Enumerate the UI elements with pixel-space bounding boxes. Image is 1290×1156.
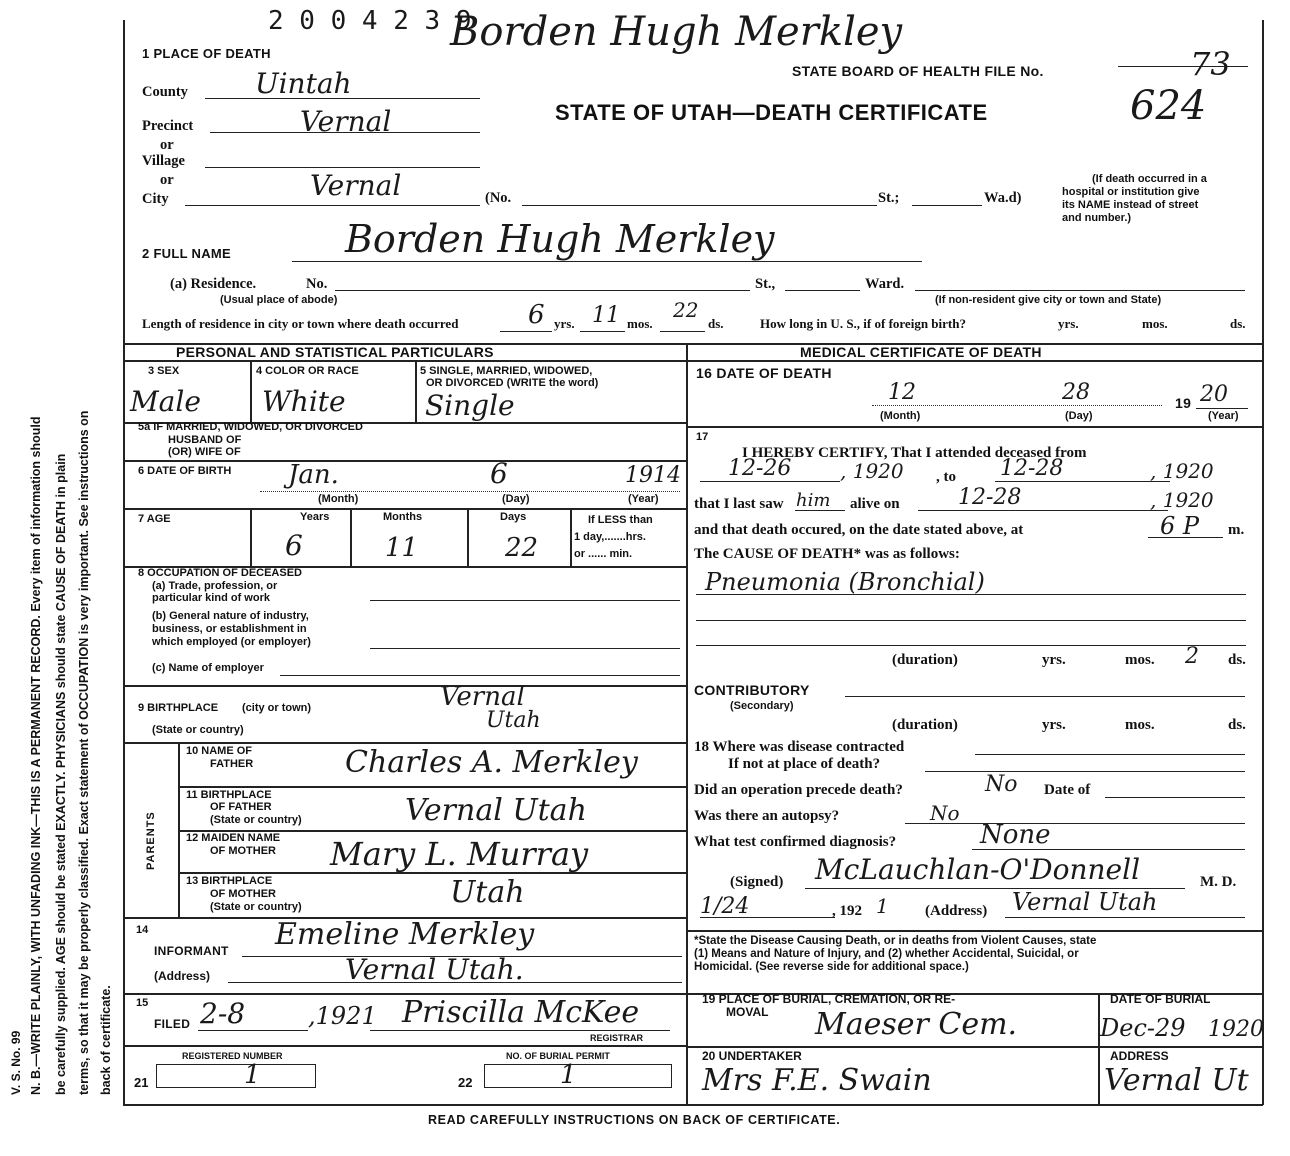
undertaker-label: 20 UNDERTAKER bbox=[702, 1049, 802, 1063]
operation-date-of: Date of bbox=[1044, 782, 1091, 798]
signed-address-label: (Address) bbox=[925, 903, 988, 919]
death-time: 6 P bbox=[1160, 512, 1200, 540]
autopsy-value: No bbox=[930, 801, 960, 825]
age-months-header: Months bbox=[383, 511, 423, 523]
board-file-label: STATE BOARD OF HEALTH FILE No. bbox=[792, 63, 1044, 79]
attended-from-year: , 1920 bbox=[840, 459, 904, 483]
mother-label-2: OF MOTHER bbox=[210, 845, 276, 857]
margin-line-3: terms, so that it may be properly classified. Exact statement of OCCUPATION is very important. See instructions on bbox=[77, 410, 91, 1095]
dod-year-caption: (Year) bbox=[1208, 410, 1239, 422]
dod-year: 20 bbox=[1200, 382, 1228, 407]
burial-place-label-1: 19 PLACE OF BURIAL, CREMATION, OR RE- bbox=[702, 992, 956, 1006]
single-value: Single bbox=[425, 389, 515, 422]
color-label: 4 COLOR OR RACE bbox=[256, 365, 359, 377]
attended-to-year: , 1920 bbox=[1150, 459, 1214, 483]
medical-heading: MEDICAL CERTIFICATE OF DEATH bbox=[800, 344, 1042, 360]
hospital-note-1: (If death occurred in a bbox=[1092, 173, 1207, 185]
personal-heading: PERSONAL AND STATISTICAL PARTICULARS bbox=[176, 344, 494, 360]
nonresident-note: (If non-resident give city or town and State) bbox=[935, 294, 1162, 306]
us-yrs: yrs. bbox=[1058, 316, 1079, 331]
us-label: How long in U. S., if of foreign birth? bbox=[760, 316, 966, 331]
informant-address-label: (Address) bbox=[154, 969, 211, 983]
last-saw-him: him bbox=[796, 490, 831, 511]
registrar-value: Priscilla McKee bbox=[402, 995, 640, 1030]
occupation-b-1: (b) General nature of industry, bbox=[152, 610, 309, 622]
birthplace-sub: (city or town) bbox=[242, 702, 312, 714]
single-label-2: OR DIVORCED (WRITE the word) bbox=[426, 377, 599, 389]
length-mos: mos. bbox=[627, 316, 653, 331]
length-ds: ds. bbox=[708, 316, 724, 331]
cause-duration-mos: mos. bbox=[1125, 652, 1155, 668]
item-17: 17 bbox=[696, 431, 709, 443]
married-label-1: 5a IF MARRIED, WIDOWED, OR DIVORCED bbox=[138, 421, 363, 433]
occupation-a-2: particular kind of work bbox=[152, 592, 270, 604]
dob-month: Jan. bbox=[288, 460, 339, 490]
contracted-label: 18 Where was disease contracted bbox=[694, 739, 905, 755]
age-years-value: 6 bbox=[285, 529, 303, 562]
full-name-value: Borden Hugh Merkley bbox=[345, 217, 775, 261]
registrar-label: REGISTRAR bbox=[590, 1033, 644, 1043]
death-time-m: m. bbox=[1228, 522, 1245, 538]
birthplace-value: Vernal bbox=[440, 682, 525, 712]
signed-year: 1 bbox=[876, 894, 889, 918]
informant-address-value: Vernal Utah. bbox=[345, 953, 524, 986]
birthplace-label: 9 BIRTHPLACE bbox=[138, 702, 219, 714]
cause-duration-yrs: yrs. bbox=[1042, 652, 1066, 668]
father-birth-label-3: (State or country) bbox=[210, 814, 302, 826]
board-file-no: 73 bbox=[1190, 45, 1231, 83]
attended-from-date: 12-26 bbox=[728, 456, 792, 481]
registered-no: 21 bbox=[134, 1075, 149, 1090]
burial-permit-value: 1 bbox=[560, 1060, 577, 1090]
or-2: or bbox=[160, 172, 174, 188]
color-value: White bbox=[262, 385, 346, 418]
father-label-2: FATHER bbox=[210, 758, 254, 770]
dod-month: 12 bbox=[888, 380, 916, 405]
residence-label: (a) Residence. bbox=[170, 276, 257, 292]
full-name-label: 2 FULL NAME bbox=[142, 246, 232, 261]
informant-no: 14 bbox=[136, 924, 149, 936]
age-days-value: 22 bbox=[505, 533, 539, 563]
test-value: None bbox=[980, 820, 1051, 850]
registered-value: 1 bbox=[244, 1060, 261, 1090]
age-less-1: If LESS than bbox=[588, 514, 653, 526]
father-birth-value: Vernal Utah bbox=[405, 793, 587, 828]
autopsy-label: Was there an autopsy? bbox=[694, 808, 840, 824]
sex-label: 3 SEX bbox=[148, 365, 180, 377]
signed-date: 1/24 bbox=[700, 894, 750, 919]
margin-line-4: back of certificate. bbox=[99, 985, 113, 1095]
contrib-duration-yrs: yrs. bbox=[1042, 717, 1066, 733]
file-stamp: 2 0 0 4 2 3 9 bbox=[268, 6, 472, 36]
cause-duration-ds-value: 2 bbox=[1185, 644, 1199, 669]
informant-label: INFORMANT bbox=[154, 944, 229, 958]
county-label: County bbox=[142, 84, 188, 100]
precinct-label: Precinct bbox=[142, 118, 194, 134]
footer-instructions: READ CAREFULLY INSTRUCTIONS ON BACK OF CERTIFICATE. bbox=[428, 1113, 841, 1127]
margin-line-1: N. B.—WRITE PLAINLY, WITH UNFADING INK—THIS IS A PERMANENT RECORD. Every item of information should bbox=[29, 416, 43, 1095]
undertaker-address-label: ADDRESS bbox=[1110, 1049, 1169, 1063]
residence-st-label: St., bbox=[755, 276, 776, 292]
burial-date-value: Dec-29 bbox=[1100, 1014, 1186, 1042]
age-less-3: or ...... min. bbox=[574, 548, 633, 560]
footnote-2: (1) Means and Nature of Injury, and (2) whether Accidental, Suicidal, or bbox=[694, 948, 1079, 960]
cause-value: Pneumonia (Bronchial) bbox=[705, 568, 985, 596]
cause-label: The CAUSE OF DEATH* was as follows: bbox=[694, 546, 960, 562]
signed-value: McLauchlan-O'Donnell bbox=[815, 853, 1141, 886]
dod-month-caption: (Month) bbox=[880, 410, 921, 422]
margin-vs-no: V. S. No. 99 bbox=[9, 1030, 23, 1095]
operation-label: Did an operation precede death? bbox=[694, 782, 903, 798]
age-months-value: 11 bbox=[385, 533, 419, 563]
birthplace-state-value: Utah bbox=[486, 708, 541, 733]
contributory-label: CONTRIBUTORY bbox=[694, 682, 810, 698]
cause-duration-ds: ds. bbox=[1228, 652, 1246, 668]
contracted-sub: If not at place of death? bbox=[728, 756, 881, 772]
death-occured-label: and that death occured, on the date stated above, at bbox=[694, 522, 1024, 538]
us-ds: ds. bbox=[1230, 316, 1246, 331]
filed-label: FILED bbox=[154, 1017, 191, 1031]
burial-date-label: DATE OF BURIAL bbox=[1110, 992, 1211, 1006]
length-label: Length of residence in city or town where death occurred bbox=[142, 316, 459, 331]
abode-note: (Usual place of abode) bbox=[220, 294, 338, 306]
filed-date: 2-8 bbox=[200, 997, 246, 1030]
contrib-duration-mos: mos. bbox=[1125, 717, 1155, 733]
residence-ward-label: Ward. bbox=[865, 276, 905, 292]
dod-day: 28 bbox=[1062, 380, 1090, 405]
occupation-b-3: which employed (or employer) bbox=[152, 636, 311, 648]
married-label-3: (OR) WIFE OF bbox=[168, 446, 241, 458]
married-label-2: HUSBAND OF bbox=[168, 434, 242, 446]
age-label: 7 AGE bbox=[138, 513, 171, 525]
father-birth-label-1: 11 BIRTHPLACE bbox=[186, 789, 272, 801]
contrib-duration: (duration) bbox=[892, 717, 958, 733]
burial-permit-label: NO. OF BURIAL PERMIT bbox=[506, 1051, 610, 1061]
occupation-label: 8 OCCUPATION OF DECEASED bbox=[138, 567, 302, 579]
sex-value: Male bbox=[130, 385, 201, 418]
registered-number-label: REGISTERED NUMBER bbox=[182, 1051, 283, 1061]
test-label: What test confirmed diagnosis? bbox=[694, 834, 897, 850]
mother-birth-value: Utah bbox=[450, 875, 525, 910]
hospital-note-3: its NAME instead of street bbox=[1062, 199, 1199, 211]
or-1: or bbox=[160, 137, 174, 153]
filed-no: 15 bbox=[136, 997, 149, 1009]
us-mos: mos. bbox=[1142, 316, 1168, 331]
footnote-1: *State the Disease Causing Death, or in deaths from Violent Causes, state bbox=[694, 935, 1097, 947]
birthplace-state-label: (State or country) bbox=[152, 724, 244, 736]
precinct-value: Vernal bbox=[300, 105, 392, 138]
alive-year: , 1920 bbox=[1150, 488, 1214, 512]
county-value: Uintah bbox=[255, 67, 352, 100]
age-years-header: Years bbox=[300, 511, 330, 523]
operation-value: No bbox=[985, 772, 1018, 797]
father-birth-label-2: OF FATHER bbox=[210, 801, 272, 813]
dob-month-caption: (Month) bbox=[318, 493, 359, 505]
length-yrs: yrs. bbox=[554, 316, 575, 331]
age-days-header: Days bbox=[500, 511, 527, 523]
place-heading: 1 PLACE OF DEATH bbox=[142, 46, 271, 61]
burial-permit-no: 22 bbox=[458, 1075, 473, 1090]
city-st-label: St.; bbox=[878, 190, 900, 206]
mother-label-1: 12 MAIDEN NAME bbox=[186, 832, 281, 844]
city-ward-label: Wa.d) bbox=[984, 190, 1022, 206]
margin-line-2: be carefully supplied. AGE should be stated EXACTLY. PHYSICIANS should state CAUSE OF DEATH in plain bbox=[54, 453, 68, 1095]
alive-on-label: alive on bbox=[850, 496, 900, 512]
signed-address-value: Vernal Utah bbox=[1012, 888, 1158, 916]
dob-year-caption: (Year) bbox=[628, 493, 659, 505]
burial-place-label-2: MOVAL bbox=[726, 1005, 769, 1019]
filed-year: ,1921 bbox=[308, 1002, 377, 1030]
alive-date: 12-28 bbox=[958, 485, 1022, 510]
city-label: City bbox=[142, 191, 169, 207]
hospital-note-4: and number.) bbox=[1062, 212, 1132, 224]
dob-label: 6 DATE OF BIRTH bbox=[138, 465, 232, 477]
signed-label: (Signed) bbox=[730, 874, 784, 890]
undertaker-address-value: Vernal Ut bbox=[1104, 1063, 1249, 1098]
contrib-duration-ds: ds. bbox=[1228, 717, 1246, 733]
certificate-title: STATE OF UTAH—DEATH CERTIFICATE bbox=[555, 100, 988, 125]
burial-place-value: Maeser Cem. bbox=[815, 1007, 1018, 1042]
father-value: Charles A. Merkley bbox=[345, 745, 638, 780]
dod-year-prefix: 19 bbox=[1175, 395, 1192, 411]
certificate-no: 624 bbox=[1130, 83, 1207, 129]
signed-year-prefix: , 192 bbox=[832, 903, 862, 919]
dob-day-caption: (Day) bbox=[502, 493, 530, 505]
undertaker-value: Mrs F.E. Swain bbox=[702, 1063, 932, 1098]
cause-duration: (duration) bbox=[892, 652, 958, 668]
md-label: M. D. bbox=[1200, 874, 1237, 890]
village-label: Village bbox=[142, 153, 185, 169]
attended-to-date: 12-28 bbox=[1000, 456, 1064, 481]
dob-year: 1914 bbox=[625, 463, 681, 488]
dod-label: 16 DATE OF DEATH bbox=[696, 365, 832, 381]
dob-day: 6 bbox=[490, 457, 508, 490]
occupation-c: (c) Name of employer bbox=[152, 662, 264, 674]
length-ds-value: 22 bbox=[673, 298, 699, 322]
occupation-a-1: (a) Trade, profession, or bbox=[152, 580, 278, 592]
hospital-note-2: hospital or institution give bbox=[1062, 186, 1200, 198]
city-no-label: (No. bbox=[485, 190, 512, 206]
age-less-2: 1 day,.......hrs. bbox=[574, 531, 646, 543]
mother-birth-label-3: (State or country) bbox=[210, 901, 302, 913]
length-mos-value: 11 bbox=[592, 303, 620, 328]
single-label-1: 5 SINGLE, MARRIED, WIDOWED, bbox=[420, 365, 593, 377]
city-value: Vernal bbox=[310, 169, 402, 202]
mother-birth-label-2: OF MOTHER bbox=[210, 888, 276, 900]
occupation-b-2: business, or establishment in bbox=[152, 623, 307, 635]
mother-value: Mary L. Murray bbox=[330, 835, 589, 873]
secondary-label: (Secondary) bbox=[730, 700, 794, 712]
length-yrs-value: 6 bbox=[528, 300, 545, 330]
dod-day-caption: (Day) bbox=[1065, 410, 1093, 422]
parents-label: PARENTS bbox=[145, 811, 157, 870]
father-label-1: 10 NAME OF bbox=[186, 745, 253, 757]
mother-birth-label-1: 13 BIRTHPLACE bbox=[186, 875, 273, 887]
last-saw-label: that I last saw bbox=[694, 496, 784, 512]
residence-no-label: No. bbox=[306, 276, 328, 292]
footnote-3: Homicidal. (See reverse side for additional space.) bbox=[694, 961, 969, 973]
attended-to: , to bbox=[936, 469, 956, 485]
informant-value: Emeline Merkley bbox=[275, 917, 535, 952]
certify-text: I HEREBY CERTIFY, That I attended deceased from bbox=[742, 445, 1087, 461]
name-header: Borden Hugh Merkley bbox=[450, 9, 903, 55]
burial-date-year: 1920 bbox=[1208, 1017, 1264, 1042]
